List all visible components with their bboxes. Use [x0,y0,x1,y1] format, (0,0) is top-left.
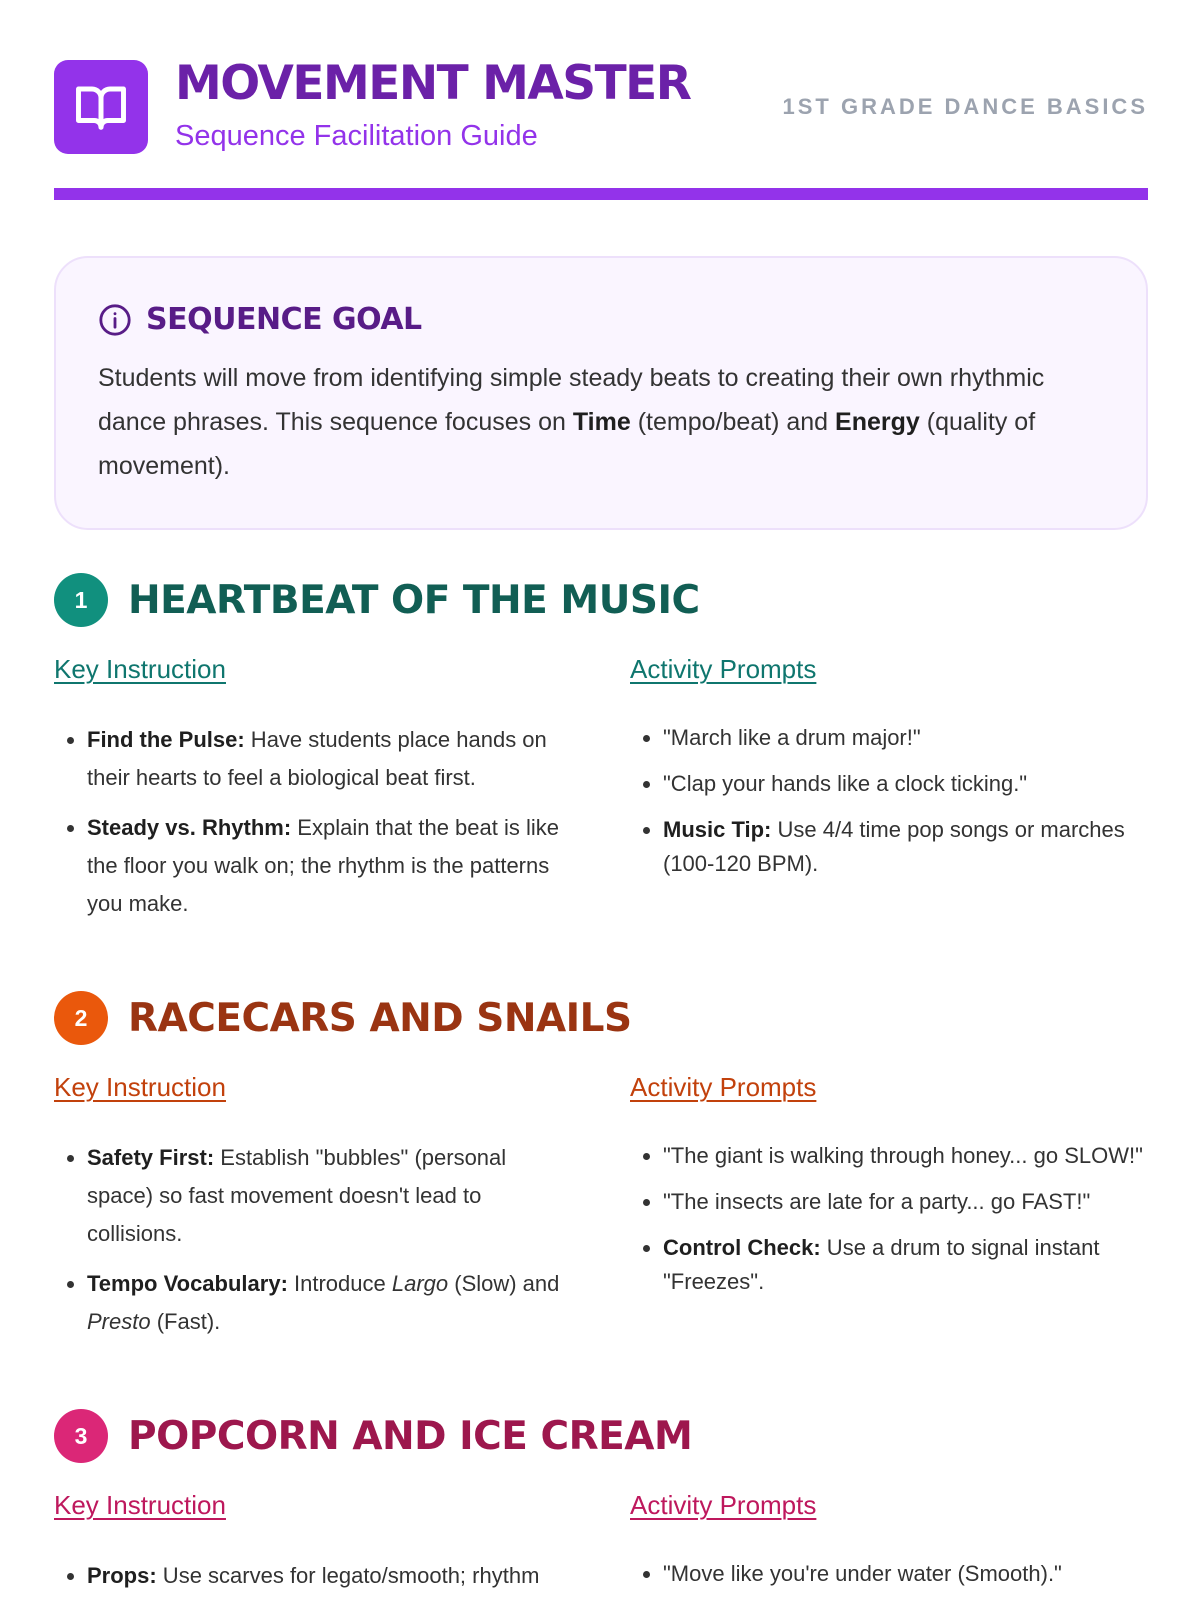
activity-prompts-heading: Activity Prompts [630,1072,817,1102]
activity-prompts-column [630,654,1148,893]
goal-keyword-time: Time [572,408,631,436]
page-subtitle: Sequence Facilitation Guide [175,120,538,152]
activity-prompts-list [630,1557,1148,1591]
list-item [663,1557,1148,1591]
section-racecars [54,988,1148,1334]
goal-text-part: (tempo/beat) and [630,408,836,436]
item-text: "March like a drum major!" [663,725,921,750]
key-instruction-heading: Key Instruction [54,654,226,684]
item-text: Introduce [287,1271,392,1296]
item-text: "The insects are late for a party... go FAST!" [663,1189,1091,1214]
activity-prompts-column [630,1072,1148,1311]
item-text: Use a drum to signal instant "Freezes". [663,1235,1100,1294]
goal-heading [98,302,422,337]
page-title: MOVEMENT MASTER [175,56,691,111]
item-label: Find the Pulse: [87,727,245,752]
item-label: Props: [87,1563,157,1588]
key-instruction-column [54,1490,574,1607]
term-largo: Largo [391,1271,449,1296]
list-item [663,1231,1148,1299]
goal-text [98,356,1108,488]
list-item [87,809,574,923]
goal-keyword-energy: Energy [835,408,920,436]
key-instruction-list [54,1139,574,1341]
key-instruction-list [54,721,574,923]
item-label: Safety First: [87,1145,215,1170]
section-heading [54,1406,1148,1466]
item-text: Use 4/4 time pop songs or marches (100-120 BPM). [663,817,1125,876]
item-label: Tempo Vocabulary: [87,1271,288,1296]
header-divider [54,188,1148,200]
item-text: "Move like you're under water (Smooth)." [663,1561,1062,1586]
section-number-badge: 1 [54,573,108,627]
info-icon [98,303,132,337]
section-number-badge: 3 [54,1409,108,1463]
list-item [87,721,574,797]
sequence-goal-card [54,256,1148,530]
goal-title: SEQUENCE GOAL [146,302,422,337]
section-heading [54,570,1148,630]
activity-prompts-list [630,1139,1148,1299]
section-title: HEARTBEAT OF THE MUSIC [128,577,700,623]
goal-text-part: Students will move from identifying simple steady beats to creating their own rhythmic dance phrases. This sequence focuses on [98,364,1045,436]
item-label: Steady vs. Rhythm: [87,815,292,840]
key-instruction-heading: Key Instruction [54,1490,226,1520]
key-instruction-list [54,1557,574,1595]
page-header [54,56,1148,156]
section-title: POPCORN AND ICE CREAM [128,1413,693,1459]
list-item [663,1139,1148,1173]
item-label: Music Tip: [663,817,772,842]
key-instruction-column [54,654,574,935]
activity-prompts-column [630,1490,1148,1603]
item-text: (Fast). [150,1309,221,1334]
key-instruction-column [54,1072,574,1353]
list-item [87,1139,574,1253]
key-instruction-heading: Key Instruction [54,1072,226,1102]
list-item [663,767,1148,801]
item-text: Establish "bubbles" (personal space) so fast movement doesn't lead to collisions. [87,1145,507,1246]
goal-text-part: (quality of movement). [98,408,1036,480]
item-text: Use scarves for legato/smooth; rhythm [156,1563,540,1588]
list-item [663,721,1148,755]
item-text: Explain that the beat is like the floor you walk on; the rhythm is the patterns you make. [87,815,559,916]
term-presto: Presto [87,1309,151,1334]
activity-prompts-heading: Activity Prompts [630,654,817,684]
list-item [87,1557,574,1595]
grade-tag: 1ST GRADE DANCE BASICS [782,94,1148,119]
open-book-icon [74,80,128,134]
section-heading [54,988,1148,1048]
item-text: "Clap your hands like a clock ticking." [663,771,1028,796]
section-popcorn [54,1406,1148,1588]
item-text: "The giant is walking through honey... go SLOW!" [663,1143,1143,1168]
list-item [87,1265,574,1341]
list-item [663,813,1148,881]
logo-badge [54,60,148,154]
item-label: Control Check: [663,1235,821,1260]
list-item [663,1185,1148,1219]
activity-prompts-heading: Activity Prompts [630,1490,817,1520]
section-title: RACECARS AND SNAILS [128,995,632,1041]
item-text: (Slow) and [448,1271,560,1296]
item-text: Have students place hands on their hearts to feel a biological beat first. [87,727,547,790]
section-number-badge: 2 [54,991,108,1045]
activity-prompts-list [630,721,1148,881]
section-heartbeat [54,570,1148,916]
